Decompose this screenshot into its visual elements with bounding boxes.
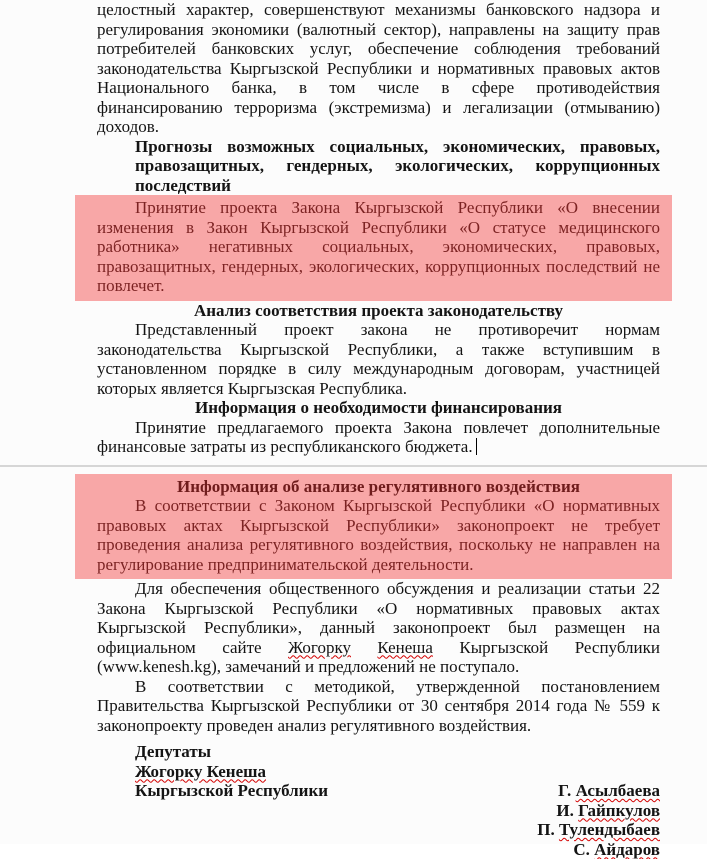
signer-name (537, 840, 660, 859)
paragraph-ria-highlighted[interactable]: В соответствии с Законом Кыргызской Республики «О нормативных правовых актах Кыргызской Республики» законопроект не требует проведения анализа регулятивного воздействия, поскольку не направлен на регулирование предпринимательской деятельности. (97, 496, 660, 574)
heading-ria[interactable]: Информация об анализе регулятивного воздействия (97, 477, 660, 497)
signer-name (537, 801, 660, 821)
paragraph-forecasts-highlighted[interactable]: Принятие проекта Закона Кыргызской Республики «О внесении изменения в Закон Кыргызской Республики «О статусе медицинского работника» негативных социальных, экономических, правовых, правозащитных, гендерных, экологических, коррупционных последствий не повлечет. (97, 198, 660, 296)
signer-initial: С. (573, 840, 590, 859)
signature-right-column[interactable] (537, 781, 660, 859)
paragraph-banking-supervision[interactable]: целостный характер, совершенствуют механизмы банковского надзора и регулирования экономики (валютный сектор), направлены на защиту прав потребителей банковских услуг, обеспечение соблюдения требований законодательства Кыргызской Республики и нормативных правовых актов Национального банка, в том числе в сфере противодействия финансированию терроризма (экстремизма) и легализации (отмыванию) доходов. (97, 0, 660, 137)
signer-initial: И. (556, 801, 573, 820)
misspelled-word-kenesha: Кенеша (377, 638, 433, 657)
heading-financing[interactable]: Информация о необходимости финансирования (97, 398, 660, 418)
text-cursor (476, 438, 478, 455)
signature-block (97, 742, 660, 859)
highlighted-block-ria[interactable] (75, 474, 672, 580)
signer-initial: П. (537, 820, 554, 839)
paragraph-public-discussion[interactable] (97, 579, 660, 677)
heading-forecasts[interactable]: Прогнозы возможных социальных, экономических, правовых, правозащитных, гендерных, экологических, коррупционных последствий (135, 137, 660, 196)
paragraph-methodology[interactable]: В соответствии с методикой, утвержденной постановлением Правительства Кыргызской Республики от 30 сентября 2014 года № 559 к законопроекту проведен анализ регулятивного воздействия. (97, 677, 660, 736)
signer-surname: Тулендыбаев (559, 820, 660, 839)
misspelled-word-zhogorku: Жогорку (288, 638, 351, 657)
paragraph-financing[interactable] (97, 418, 660, 457)
paragraph-public-text-tail: Кыргызской Республики (www.kenesh.kg), замечаний и предложений не поступало. (97, 638, 660, 677)
signer-name (537, 820, 660, 840)
signature-role-line: Депутаты (135, 742, 328, 762)
signature-left-column[interactable] (135, 742, 328, 801)
signer-initial: Г. (558, 781, 571, 800)
page-boundary-divider (0, 465, 707, 467)
signer-surname: Айдаров (594, 840, 660, 859)
signer-name (537, 781, 660, 801)
signer-surname: Асылбаева (576, 781, 660, 800)
heading-compliance[interactable]: Анализ соответствия проекта законодательству (97, 301, 660, 321)
signer-surname: Гайпкулов (578, 801, 660, 820)
paragraph-financing-text: Принятие предлагаемого проекта Закона повлечет дополнительные финансовые затраты из республиканского бюджета. (97, 418, 660, 457)
paragraph-compliance[interactable]: Представленный проект закона не противоречит нормам законодательства Кыргызской Республики, а также вступившим в установленном порядке в силу международным договорам, участницей которых является Кыргызская Республика. (97, 320, 660, 398)
signature-republic-line: Кыргызской Республики (135, 781, 328, 801)
paragraph-public-text-lead: Для обеспечения общественного обсуждения и реализации статьи 22 Закона Кыргызской Республики «О нормативных правовых актах Кыргызской Республики», данный законопроект был размещен на официальном сайте (97, 579, 660, 657)
signature-body-name-line: Жогорку Кенеша (135, 762, 328, 782)
highlighted-block-forecasts[interactable] (75, 195, 672, 301)
